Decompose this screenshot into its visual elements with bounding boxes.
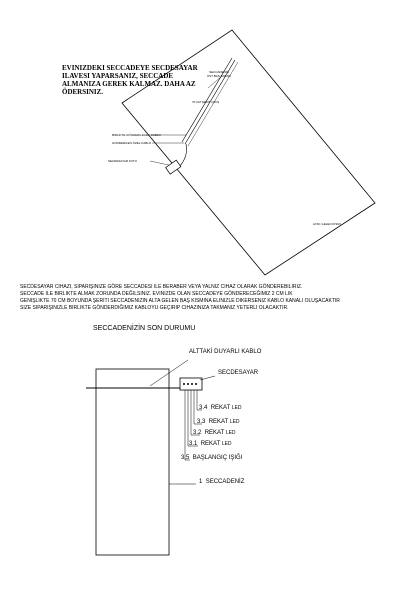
led-row: [189, 441, 232, 447]
led-num: 3.1: [189, 441, 198, 447]
mat-row: [199, 479, 244, 485]
led-num: 3.4: [199, 405, 208, 411]
label-boards: BIRLIKTE GÖNDERILECEK KABLO: [112, 133, 161, 137]
led-row: [193, 430, 236, 436]
led-num: 3.2: [193, 430, 202, 436]
led-suffix: LED: [229, 419, 240, 425]
description: [20, 284, 340, 312]
description-line: SIZE SIPARIŞINIZLE BIRLIKTE GÖNDERDIĞIMIZ KABLOYU GEÇIRIP CIHAZINIZA TAKMANIZ YETERLI OLACAKTIR.: [20, 305, 289, 311]
led-row: [197, 419, 240, 425]
bottom-title: SECCADENİZİN SON DURUMU: [93, 325, 196, 332]
start-light-row: [181, 455, 242, 461]
led-suffix: LED: [231, 405, 242, 411]
led-row: [199, 405, 242, 411]
mat-num: 1: [199, 479, 203, 485]
led-text: REKAT: [200, 441, 221, 447]
note-line-1: EVINIZDEKI SECCADEYE SECDESAYAR: [62, 64, 198, 72]
description-line: SECCADE ILE BIRLIKTE ALMAK ZORUNDA DEĞILSINIZ. EVINIZDE OLAN SECCADEYE GÖNDERECEĞIMIZ 2 CM LIK: [20, 291, 293, 297]
note-line-3: ALMANIZA GEREK KALMAZ. DAHA AZ: [62, 80, 196, 88]
mat-text: SECCADENİZ: [205, 479, 245, 485]
description-line: GENIŞLIKTE 70 CM BOYUNDA ŞERITI SECCADENIZIN ALTA GELEN BAŞ KISMINA ELINIZLE DIKERSENIZ KABLO KANALI OLUŞACAKTIR: [20, 298, 340, 304]
note-line-2: ILAVESI YAPARSANIZ, SECCADE: [62, 72, 174, 80]
device-box-top: [166, 160, 181, 174]
start-num: 3.5: [181, 455, 190, 461]
mat-outline-bottom: [96, 369, 169, 555]
led-text: REKAT: [208, 419, 229, 425]
led-suffix: LED: [221, 441, 232, 447]
led-text: REKAT: [210, 405, 231, 411]
label-top-head: SECCADENIN ÜST BAŞ TARAFI: [207, 70, 232, 78]
led-text: REKAT: [204, 430, 225, 436]
label-device: SECDESAYAR KUTU: [108, 159, 138, 163]
cable-out: [180, 144, 187, 166]
label-device-bottom: SECDESAYAR: [218, 370, 259, 376]
label-channel: GÖNDERILEN ÖZEL KABLO: [112, 141, 152, 145]
label-sensitive-cable: ALTTAKİ DUYARLI KABLO: [189, 349, 262, 355]
led-num: 3.3: [197, 419, 206, 425]
start-text: BAŞLANGIÇ IŞIĞI: [192, 455, 243, 461]
description-line: SECDESAYAR CIHAZI, SIPARIŞINIZE GÖRE SECCADESI ILE BERABER VEYA YALNIZ CIHAZ OLARAK GÖNDEREBILIRIZ.: [20, 284, 303, 290]
label-70cm: 70 CM ŞERİT ÇIKIŞ: [192, 100, 220, 104]
note-line-4: ÖDERSINIZ.: [62, 88, 104, 96]
label-foot: AYAK GELEN KISMI: [313, 222, 341, 226]
led-suffix: LED: [225, 430, 236, 436]
